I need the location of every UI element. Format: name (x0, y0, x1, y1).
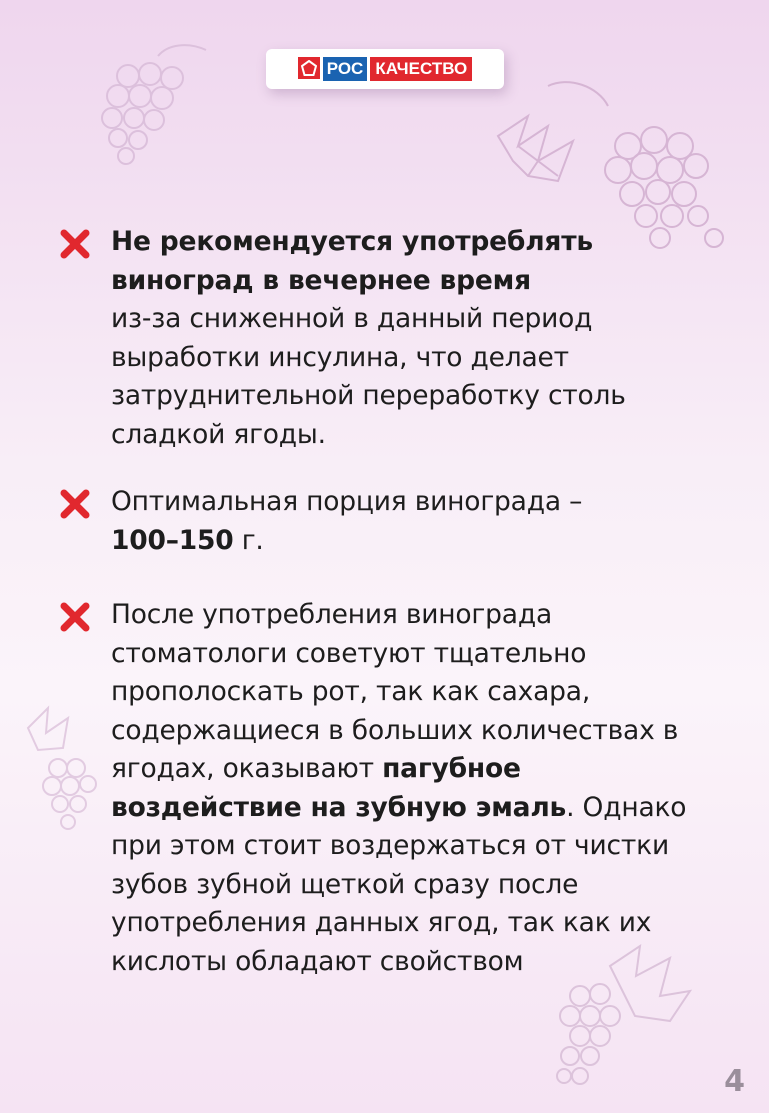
item-bold-value: 100–150 (111, 524, 234, 556)
item-text (111, 223, 729, 454)
list-item (58, 596, 729, 981)
logo-wordmark (298, 57, 473, 81)
item-bold-lead: Не рекомендуется употреблять виноград в вечернее время (111, 226, 593, 296)
item-body: из-за сниженной в данный период выработки инсулина, что делает затруднительной переработку столь сладкой ягоды. (111, 303, 626, 450)
item-text (111, 483, 729, 560)
item-suffix: . Однако при этом стоит воздержаться от чистки зубов зубной щеткой сразу после употребления данных ягод, так как их кислоты обладают свойством (111, 791, 687, 977)
item-bold-phrase: пагубное воздействие на зубную эмаль (111, 753, 567, 823)
roskachestvo-logo (266, 49, 504, 89)
cross-icon (58, 600, 92, 634)
list-item (58, 483, 729, 560)
logo-text-ros: РОС (323, 57, 368, 81)
item-body: Оптимальная порция винограда – (111, 486, 583, 517)
item-body: После употребления винограда стоматологи советуют тщательно прополоскать рот, так как сахара, содержащиеся в больших количествах в ягодах, оказывают (111, 599, 679, 784)
item-text (111, 596, 719, 981)
pentagon-icon (298, 57, 320, 79)
page-number: 4 (724, 1064, 745, 1099)
cross-icon (58, 487, 92, 521)
item-suffix: г. (233, 524, 264, 556)
logo-text-kachestvo: КАЧЕСТВО (370, 57, 472, 81)
cross-icon (58, 227, 92, 261)
grape-decoration-top-left-icon (88, 36, 238, 166)
list-item (58, 223, 729, 454)
